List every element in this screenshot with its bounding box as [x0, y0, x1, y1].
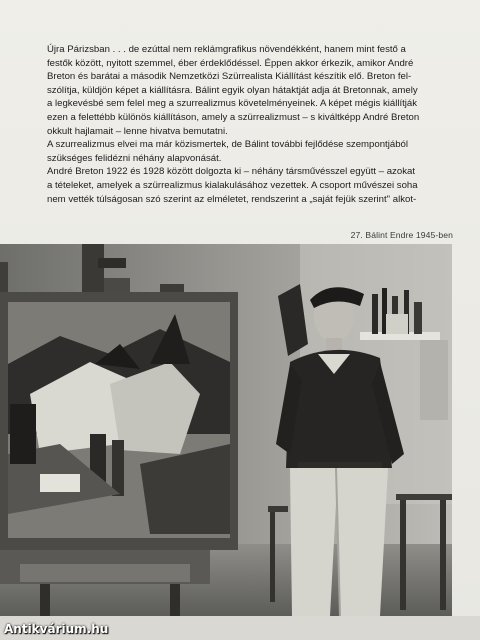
- text-line: André Breton 1922 és 1928 között dolgozta ki – néhány társművésszel együtt – azokat: [47, 166, 415, 178]
- body-text: [47, 43, 455, 206]
- watermark: Antikvárium.hu: [4, 622, 109, 636]
- photograph: [0, 244, 452, 616]
- text-line: A szurrealizmus elvei ma már közismertek, de Bálint további fejlődése szempontjából: [47, 139, 408, 151]
- text-line: ezen a felettébb különös kiállításon, amely a szürrealizmust – s kiváltképp André Breton: [47, 111, 420, 123]
- text-line: szólítja, küldjön képet a kiállításra. Bálint egyik olyan hátaktját adja át Bretonnak, amely: [47, 84, 418, 96]
- text-line: Újra Párizsban . . . de ezúttal nem reklámgrafikus növendékként, hanem mint festő a: [47, 44, 406, 55]
- text-line: a tételeket, amelyek a szürrealizmus kialakulásához vezettek. A csoport művészei soha: [47, 179, 418, 191]
- text-line: Breton és barátai a második Nemzetközi Szürrealista Kiállítást készítik elő. Breton fel-: [47, 71, 412, 83]
- text-line: szükséges felidézni néhány alapvonását.: [47, 152, 222, 164]
- text-line: festők között, nyitott szemmel, éber érdeklődéssel. Éppen akkor érkezik, amikor André: [47, 57, 414, 69]
- text-line: okkult hajlamait – lenne hivatva bemutatni.: [47, 125, 228, 137]
- figure-caption: 27. Bálint Endre 1945-ben: [350, 230, 453, 240]
- photo-artwork: [0, 244, 452, 616]
- text-line: a legkevésbé sem felel meg a szurrealizmus követelményeinek. A képet mégis kiállítják: [47, 98, 418, 110]
- text-line: nem vették túlságosan szó szerint az elméletet, rendszerint a „saját fejük szerint" alkot-: [47, 193, 417, 205]
